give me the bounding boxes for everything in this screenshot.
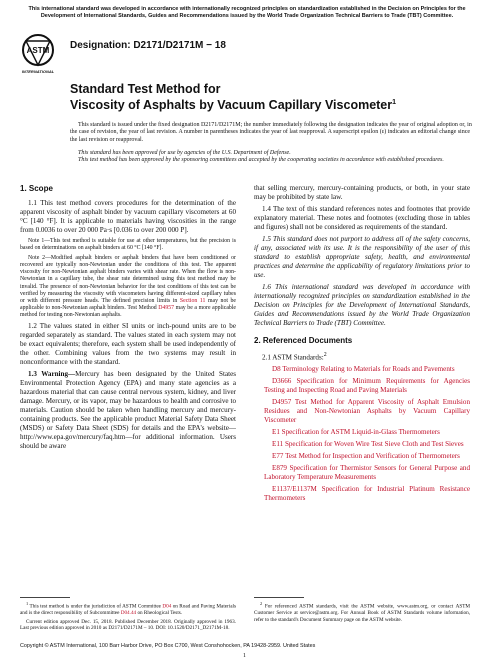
reference-title: Specification for Industrial Platinum Resistance Thermometers [264, 485, 470, 503]
reference-title: Test Method for Inspection and Verification of Thermometers [283, 452, 460, 461]
reference-code-link[interactable]: E77 [272, 452, 284, 461]
astm-logo [18, 31, 58, 75]
standard-issue-note [70, 122, 478, 170]
reference-item [254, 485, 470, 503]
d4957-link[interactable]: D4957 [158, 304, 175, 311]
footnote-rule-left [20, 597, 70, 598]
designation: Designation: D2171/D2171M − 18 [70, 40, 226, 51]
issue-note-p2: This standard has been approved for use by agencies of the U.S. Department of Defense. [78, 149, 291, 156]
reference-item [254, 377, 470, 395]
copyright: Copyright © ASTM International, 100 Barr Harbor Drive, PO Box C700, West Conshohocken, PA 19428-2959. United States [20, 643, 316, 649]
d0444-link[interactable]: D04.44 [120, 610, 137, 617]
d04-link[interactable]: D04 [162, 603, 172, 610]
para-1-3-cont: that selling mercury, mercury-containing products, or both, in your state may be prohibited by state law. [254, 184, 470, 201]
reference-title: Specification for Minimum Requirements for Agencies Testing and Inspecting Road and Paving Materials [264, 377, 470, 395]
para-1-3: 1.3 Warning—Mercury has been designated by the United States Environmental Protection Agency (EPA) and many state agencies as a hazardous material that can cause central nervous system, kidney, and liver damage. Mercury, or its vapor, may be hazardous to health and corrosive to materials. Caution should be taken when handling mercury and mercury-containing products. See the applicable product Material Safety Data Sheet (MSDS) or Safety Data Sheet (SDS) for details and the EPA's website—http://www.epa.gov/mercury/faq.htm—for additional information. Users should be aware [20, 370, 236, 451]
para-1-2: 1.2 The values stated in either SI units or inch-pound units are to be regarded separately as standard. The values stated in each system may not be exact equivalents; therefore, each system shall be used independently of the other. Combining values from the two systems may result in nonconformance with the standard. [20, 322, 236, 367]
logo-text: ASTM [26, 46, 50, 55]
title-main: Viscosity of Asphalts by Vacuum Capillary Viscometer [70, 98, 393, 113]
para-1-4: 1.4 The text of this standard references notes and footnotes that provide explanatory material. These notes and footnotes (excluding those in tables and figures) shall not be considered as requirements of the standard. [254, 205, 470, 231]
reference-item [254, 398, 470, 425]
reference-item [254, 428, 470, 437]
issue-note-p3: This test method has been approved by the sponsoring committees and accepted by the cooperating societies in accordance with established procedures. [78, 157, 444, 164]
reference-title: Specification for Thermistor Sensors for General Purpose and Laboratory Temperature Measurements [264, 464, 470, 482]
reference-item [254, 464, 470, 482]
title-footnote-mark: 1 [392, 99, 397, 106]
footnotes-left [20, 601, 236, 633]
section-11-link[interactable]: Section 11 [179, 297, 206, 304]
right-column [254, 184, 470, 506]
reference-code-link[interactable]: D8 [272, 365, 281, 374]
footnote-1-edition: Current edition approved Dec. 15, 2018. Published December 2018. Originally approved in 1963. Last previous edition approved in 2010 as D2171/D2171M – 10. DOI: 10.1520/D2171_D2171M-18. [20, 618, 236, 631]
logo-subtext: INTERNATIONAL [21, 69, 55, 74]
reference-code-link[interactable]: D3666 [272, 377, 292, 386]
footnotes-right [254, 601, 470, 625]
reference-code-link[interactable]: D4957 [272, 398, 292, 407]
reference-item [254, 440, 470, 449]
page-number: 1 [243, 653, 246, 659]
footnote-1: $^1$ This test method is under the jurisdiction of ASTM Committee D04 on Road and Paving Materials and is the direct responsibility of Subcommittee D04.44 on Rheological Tests. [20, 601, 236, 617]
reference-title: Specification for Woven Wire Test Sieve Cloth and Test Sieves [283, 440, 464, 449]
reference-code-link[interactable]: E1 [272, 428, 280, 437]
para-1-1: 1.1 This test method covers procedures for the determination of the apparent viscosity of asphalt binder by vacuum capillary viscometers at 60 °C [140 °F]. It is applicable to materials having viscosities in the range from 0.0036 to over 20 000 Pa·s [0.036 to over 200 000 P]. [20, 199, 236, 234]
document-title [70, 82, 396, 112]
reference-item [254, 365, 470, 374]
reference-code-link[interactable]: E879 [272, 464, 287, 473]
reference-code-link[interactable]: E1137/E1137M [272, 485, 317, 494]
note-2: Note 2—Modified asphalt binders or asphalt binders that have been conditioned or recovered are typically non-Newtonian under the conditions of this test. The apparent viscosity for non-Newtonian asphalt binders varies with shear rate. When the flow is non-Newtonian in a capillary tube, the shear rate determined using this test method may be invalid. The presence of non-Newtonian behavior for the test conditions of this test can be verified by measuring the viscosity with viscometers having different-sized capillary tubes or with different pressure heads. The defined precision limits in Section 11 may not be applicable to non-Newtonian asphalt binders. Test Method D4957 may be a more applicable method for testing non-Newtonian asphalts. [20, 255, 236, 318]
para-2-1: 2.1 ASTM Standards:$^2$ [262, 352, 327, 362]
reference-title: Terminology Relating to Materials for Roads and Pavements [280, 365, 455, 374]
title-line-2 [70, 96, 396, 112]
reference-title: Specification for ASTM Liquid-in-Glass Thermometers [279, 428, 440, 437]
footnote-2: $^2$ For referenced ASTM standards, visit the ASTM website, www.astm.org, or contact ASTM Customer Service at service@astm.org. For Annual Book of ASTM Standards volume information, refer to the standard's Document Summary page on the ASTM website. [254, 601, 471, 623]
scope-heading: 1. Scope [20, 184, 53, 193]
reference-item [254, 452, 470, 461]
referenced-documents-heading: 2. Referenced Documents [254, 336, 353, 345]
wto-notice: This international standard was developed in accordance with internationally recognized principles on standardization established in the Decision on Principles for the Development of International Standards, Guides and Recommendations issued by the World Trade Organization Technical Barriers to Trade (TBT) Committee. [28, 6, 466, 19]
footnote-rule-right [254, 597, 304, 598]
para-1-6: 1.6 This international standard was developed in accordance with internationally recognized principles on standardization established in the Decision on Principles for the Development of International Standards, Guides and Recommendations issued by the World Trade Organization Technical Barriers to Trade (TBT) Committee. [254, 283, 470, 327]
left-column [20, 184, 236, 454]
reference-list [254, 365, 470, 503]
issue-note-p1: This standard is issued under the fixed designation D2171/D2171M; the number immediately following the designation indicates the year of original adoption or, in the case of revision, the year of last revision. A number in parentheses indicates the year of last reapproval. A superscript epsilon (ε) indicates an editorial change since the last revision or reapproval. [70, 122, 472, 143]
title-line-1: Standard Test Method for [70, 82, 221, 96]
reference-code-link[interactable]: E11 [272, 440, 284, 449]
para-1-5: 1.5 This standard does not purport to address all of the safety concerns, if any, associated with its use. It is the responsibility of the user of this standard to establish appropriate safety, health, and environmental practices and determine the applicability of regulatory limitations prior to use. [254, 235, 470, 279]
note-1: Note 1—This test method is suitable for use at other temperatures, but the precision is based on determinations on asphalt binders at 60 °C [140 °F]. [20, 238, 236, 252]
reference-title: Test Method for Apparent Viscosity of Asphalt Emulsion Residues and Non-Newtonian Asphalts by Vacuum Capillary Viscometer [264, 398, 470, 425]
